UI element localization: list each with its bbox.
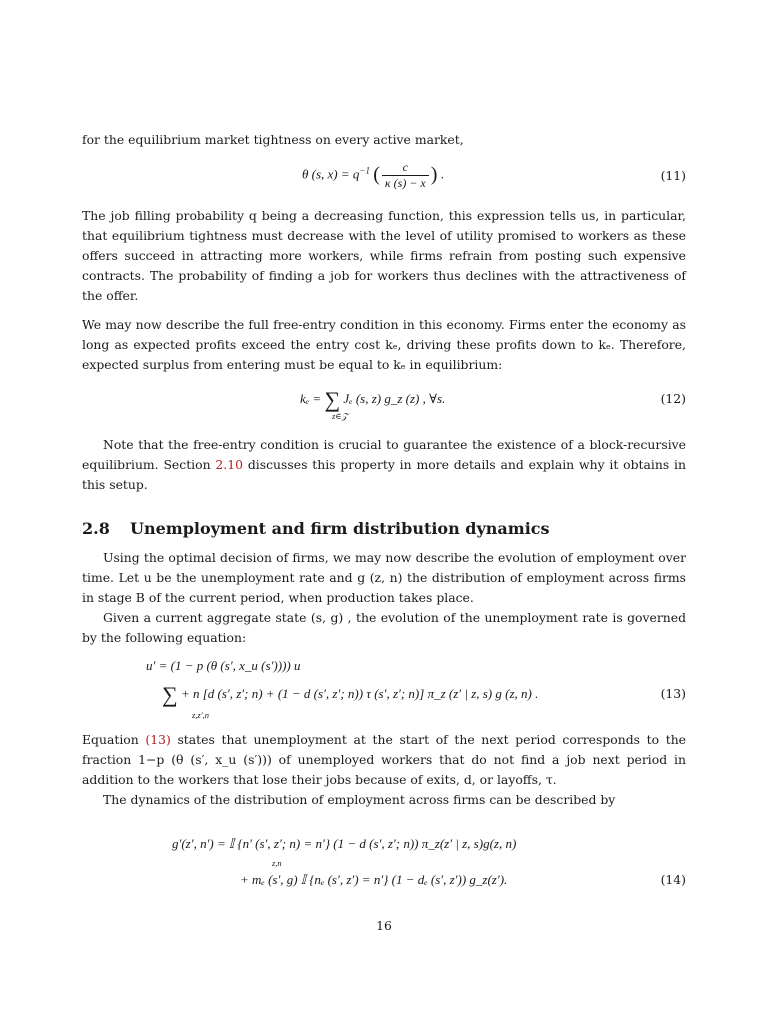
equation-11-number: (11)	[660, 168, 686, 183]
sum-symbol: ∑	[162, 682, 178, 707]
equation-13-line1: u′ = (1 − p (θ (s′, x_u (s′)))) u	[146, 658, 301, 673]
equation-11-tail: .	[440, 166, 444, 182]
equation-12-rhs: Jₑ (s, z) g_z (z) , ∀s.	[343, 391, 446, 406]
paragraph-block-recursive	[82, 435, 686, 495]
section-title: Unemployment and firm distribution dynamics	[130, 519, 550, 538]
equation-11-sup: −1	[359, 165, 370, 176]
equation-14-sum-index: z,n	[272, 858, 282, 868]
equation-13	[82, 658, 686, 724]
paragraph-free-entry: We may now describe the full free-entry condition in this economy. Firms enter the economy as long as expected profits exceed the entry cost kₑ, driving these profits down to kₑ. Therefore, expected surplus from entering must be equal to kₑ in equilibrium:	[82, 317, 686, 372]
sum-symbol: ∑	[324, 387, 341, 412]
fraction-numerator: c	[382, 160, 429, 176]
equation-12-sum-index: z∈𝒵	[332, 411, 349, 421]
paragraph-job-filling: The job filling probability q being a decreasing function, this expression tells us, in particular, that equilibrium tightness must decrease with the level of utility promised to workers as these offers succeed in attracting more workers, while firms refrain from posting such expensive contracts. The probability of finding a job for workers thus declines with the attractiveness of the offer.	[82, 208, 686, 303]
section-link[interactable]: 2.10	[215, 457, 244, 472]
equation-11-body	[302, 160, 444, 191]
equation-13-line2: + n [d (s′, z′; n) + (1 − d (s′, z′; n)) τ (s′, z′; n)] π_z (z′ | z, s) g (z, n) .	[180, 686, 539, 701]
equation-12-number: (12)	[660, 391, 686, 406]
equation-12-body	[300, 387, 445, 413]
equation-11	[82, 154, 686, 196]
section-number: 2.8	[82, 519, 110, 538]
equation-14-line1: g′(z′, n′) = 𝕀 {n′ (s′, z′; n) = n′} (1 − d (s′, z′; n)) π_z(z′ | z, s)g(z, n)	[172, 836, 517, 851]
equation-14-number: (14)	[660, 872, 686, 887]
equation-12	[82, 381, 686, 429]
section-heading	[82, 519, 686, 538]
paren-open: (	[373, 163, 380, 186]
p6-text-a: Equation	[82, 732, 146, 747]
equation-14-line1-wrap	[172, 836, 516, 852]
equation-14-line2: + mₑ (s′, g) 𝕀 {nₑ (s′, z′) = n′} (1 − dₑ (s′, z′)) g_z(z′).	[240, 872, 508, 887]
p6-text-b: states that unemployment at the start of the next period corresponds to the fraction 1−p (θ (s′, x_u (s′))) of unemployed workers that do not find a job next period in addition to the workers that lose their jobs because of exits, d, or layoffs, τ.	[82, 732, 687, 787]
equation-13-line2-wrap	[162, 682, 538, 708]
fraction	[382, 160, 429, 191]
p3-text-a: Note that the free-entry condition is crucial to guarantee the existence of a block-recursive equilibrium. Section	[82, 437, 686, 472]
paragraph-equation-13-explanation	[82, 730, 686, 790]
paragraph-dynamics: The dynamics of the distribution of employment across firms can be described by	[103, 792, 616, 807]
page-number: 16	[376, 918, 392, 933]
equation-12-lhs: kₑ =	[300, 391, 322, 406]
intro-text: for the equilibrium market tightness on every active market,	[82, 132, 464, 147]
equation-13-number: (13)	[660, 686, 686, 701]
fraction-denominator: κ (s) − x	[384, 176, 426, 190]
equation-link[interactable]: (13)	[145, 732, 171, 747]
p3-text-b: discusses this property in more details and explain why it obtains in this setup.	[82, 457, 686, 492]
equation-11-lhs: θ (s, x) = q	[302, 166, 360, 182]
equation-14	[82, 836, 686, 926]
paren-close: )	[430, 163, 438, 186]
page-body	[82, 128, 686, 926]
paragraph-aggregate-state: Given a current aggregate state (s, g) , the evolution of the unemployment rate is governed by the following equation:	[82, 610, 686, 645]
equation-13-sum-index: z,z′,n	[192, 710, 209, 720]
paragraph-evolution: Using the optimal decision of firms, we may now describe the evolution of employment over time. Let u be the unemployment rate and g (z, n) the distribution of employment across firms in stage B of the current period, when production takes place.	[82, 550, 686, 605]
